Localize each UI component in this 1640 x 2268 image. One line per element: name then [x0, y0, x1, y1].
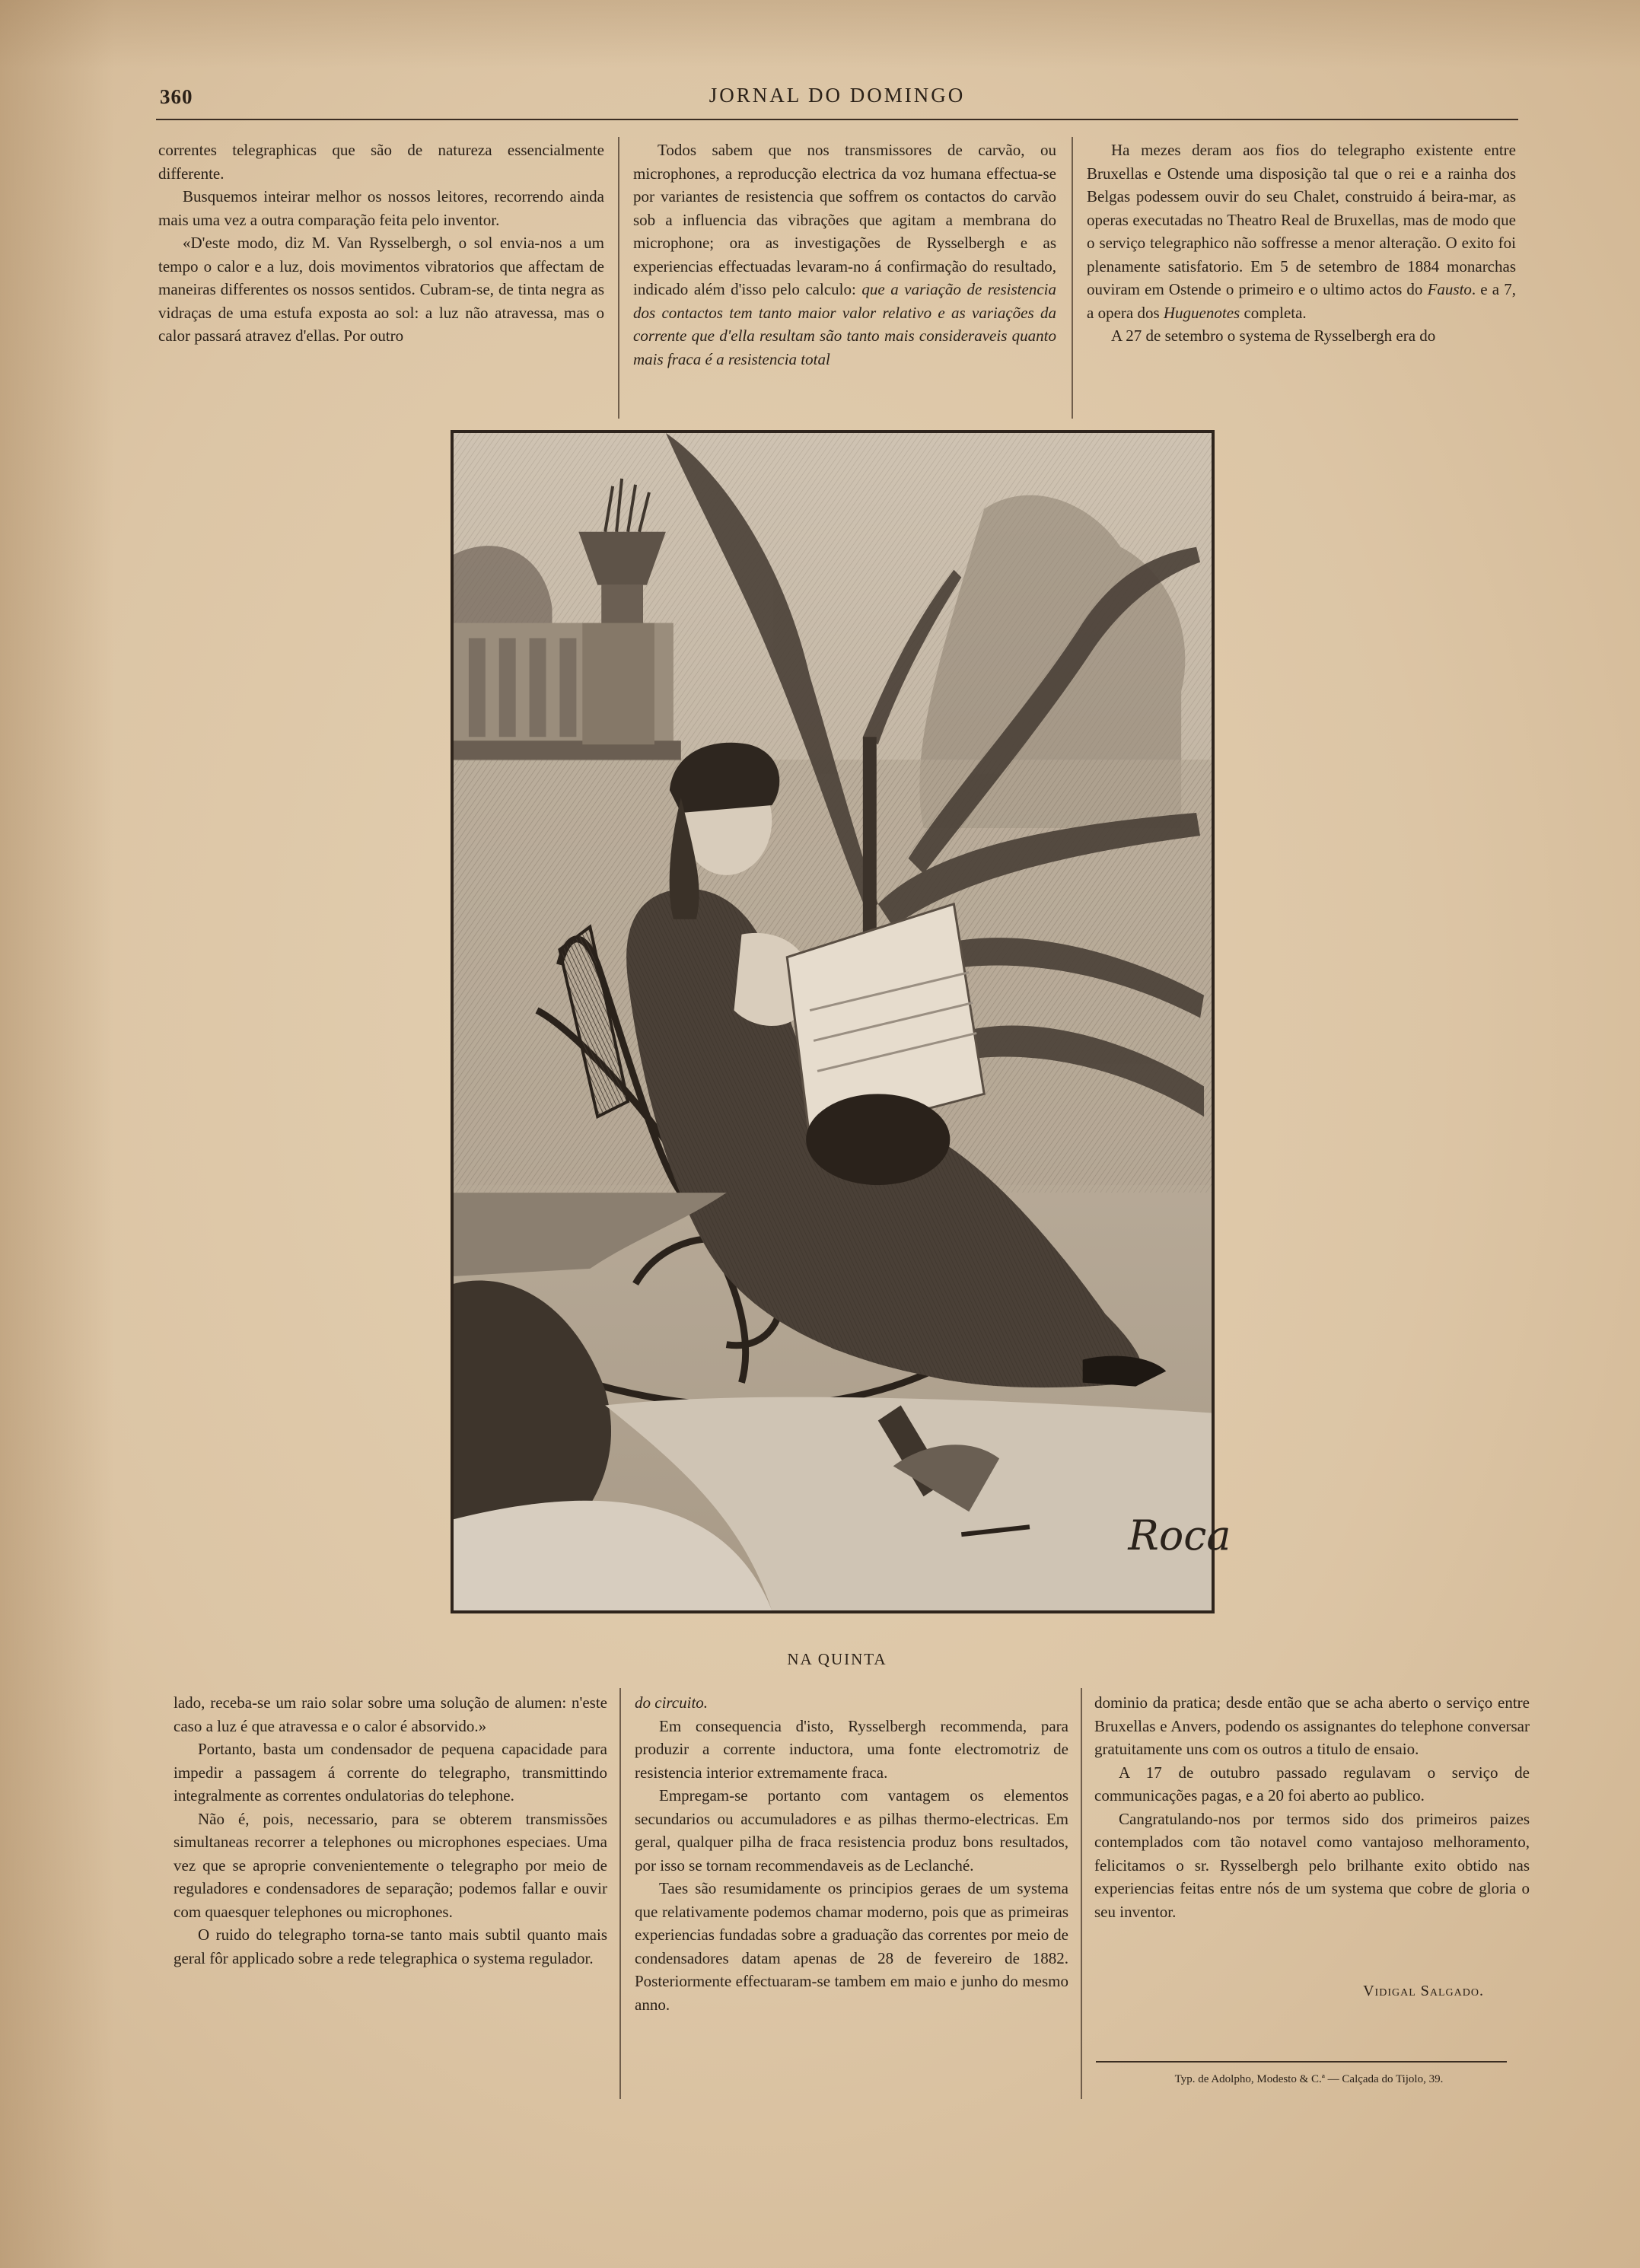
paragraph: Taes são resumidamente os principios geraes de um systema que relativamente podemos chamar moderno, pois que as primeiras experiencias fundadas sobre a graduação das correntes por meio de condensadores datam apenas de 28 de fevereiro de 1882. Posteriormente effectuaram-se tambem em maio e junho do mesmo anno.	[635, 1879, 1068, 2014]
italic-text: do circuito.	[635, 1693, 709, 1712]
paragraph: Cangratulando-nos por termos sido dos primeiros paizes contemplados com tão notavel como vantajoso melhoramento, felicitamos o sr. Rysselbergh pelo brilhante exito obtido nas experiencias feitas entre nós de um systema que cobre de gloria o seu inventor.	[1094, 1809, 1530, 1921]
paragraph: Busquemos inteirar melhor os nossos leitores, recorrendo ainda mais uma vez a outra comparação feita pelo inventor.	[158, 187, 604, 229]
paragraph	[1087, 139, 1516, 324]
fur-muff	[806, 1094, 950, 1185]
bottom-column-3	[1094, 1691, 1530, 1923]
paragraph: «D'este modo, diz M. Van Rysselbergh, o sol envia-nos a um tempo o calor e a luz, dois movimentos vibratorios que affectam de maneiras differentes os nossos sentidos. Cubram-se, de tinta negra as vidraças de uma estufa exposta ao sol: a luz não atravessa, mas o calor passará atravez d'ellas. Por outro	[158, 234, 604, 345]
column-rule	[618, 137, 619, 419]
paragraph: Portanto, basta um condensador de pequena capacidade para impedir a passagem á corrente do telegrapho, transmittindo integralmente as correntes ondulatorias do telephone.	[174, 1740, 607, 1805]
artist-signature: Roca	[1128, 1511, 1231, 1560]
paper-edge-shadow	[0, 0, 114, 2268]
column-rule	[1072, 137, 1073, 419]
italic-text: que a variação de resistencia dos contactos tem tanto maior valor relativo e as variações da corrente que d'ella resultam são tanto mais consideraveis quanto mais fraca é a resistencia total	[633, 280, 1056, 368]
top-column-2	[633, 139, 1056, 371]
illustration-caption: NA QUINTA	[787, 1650, 887, 1668]
paragraph: Não é, pois, necessario, para se obterem transmissões simultaneas recorrer a telephones ou microphones especiaes. Uma vez que se aproprie convenientemente o telegrapho por meio de reguladores e condensadores de separação; podemos fallar e ouvir com quaesquer telephones ou microphones.	[174, 1809, 607, 1921]
paragraph: Em consequencia d'isto, Rysselbergh recommenda, para produzir a corrente inductora, uma fonte electromotriz de resistencia interior extremamente fraca.	[635, 1716, 1068, 1782]
paragraph: dominio da pratica; desde então que se acha aberto o serviço entre Bruxellas e Anvers, podendo os assignantes do telephone conversar gratuitamente uns com os outros a titulo de ensaio.	[1094, 1693, 1530, 1758]
column-rule	[1081, 1688, 1082, 2099]
engraving-drawing	[454, 433, 1231, 1610]
author-signature: Vidigal Salgado.	[1363, 1983, 1484, 1999]
paragraph	[633, 139, 1056, 371]
paragraph-text: Todos sabem que nos transmissores de carvão, ou microphones, a reproducção electrica da voz humana effectua-se por variantes de resistencia que soffrem os contactos do carvão sob a influencia das vibrações que agitam a membrana do microphone; ora as investigações de Rysselbergh e as experiencias effectuadas levaram-no á confirmação do resultado, indicado além d'isso pelo calculo:	[633, 141, 1056, 298]
paragraph: Empregam-se portanto com vantagem os elementos secundarios ou accumuladores e as pilhas thermo-electricas. Em geral, qualquer pilha de fraca resistencia produz bons resultados, por isso se tornam recommendaveis as de Leclanché.	[635, 1786, 1068, 1875]
paragraph: lado, receba-se um raio solar sobre uma solução de alumen: n'este caso a luz é que atravessa e o calor é absorvido.»	[174, 1693, 607, 1735]
paragraph-text: completa.	[1244, 303, 1307, 322]
italic-title: Fausto	[1427, 280, 1472, 298]
paragraph: O ruido do telegrapho torna-se tanto mais subtil quanto mais geral fôr applicado sobre a rede telegraphica o systema regulador.	[174, 1926, 607, 1967]
italic-title: Huguenotes	[1163, 303, 1240, 322]
engraving-illustration	[451, 430, 1231, 1613]
header-rule	[156, 119, 1518, 120]
column-rule	[619, 1688, 621, 2099]
paragraph: A 17 de outubro passado regulavam o serviço de communicações pagas, e a 20 foi aberto ao publico.	[1094, 1763, 1530, 1805]
top-column-3	[1087, 139, 1516, 348]
paragraph-text: . e a 7, a opera dos	[1087, 280, 1516, 322]
imprint-rule	[1096, 2061, 1507, 2063]
page-number: 360	[160, 85, 193, 108]
bottom-column-1	[174, 1691, 607, 1970]
paragraph	[635, 1691, 1068, 1715]
printer-imprint: Typ. de Adolpho, Modesto & C.ª — Calçada do Tijolo, 39.	[1174, 2073, 1444, 2085]
paragraph: A 27 de setembro o systema de Rysselbergh era do	[1111, 327, 1436, 345]
top-column-1	[158, 139, 604, 348]
running-head: JORNAL DO DOMINGO	[709, 84, 966, 107]
paper-top-shadow	[0, 0, 1640, 68]
paragraph: correntes telegraphicas que são de natureza essencialmente differente.	[158, 141, 604, 183]
paragraph-text: Ha mezes deram aos fios do telegrapho existente entre Bruxellas e Ostende uma disposição tal que o rei e a rainha dos Belgas podessem ouvir do seu Chalet, construido á beira-mar, as operas executadas no Theatro Real de Bruxellas, mas de modo que o serviço telegraphico não soffresse a menor alteração. O exito foi plenamente satisfatorio. Em 5 de setembro de 1884 monarchas ouviram em Ostende o primeiro e o ultimo actos do	[1087, 141, 1516, 298]
bottom-column-2	[635, 1691, 1068, 2016]
